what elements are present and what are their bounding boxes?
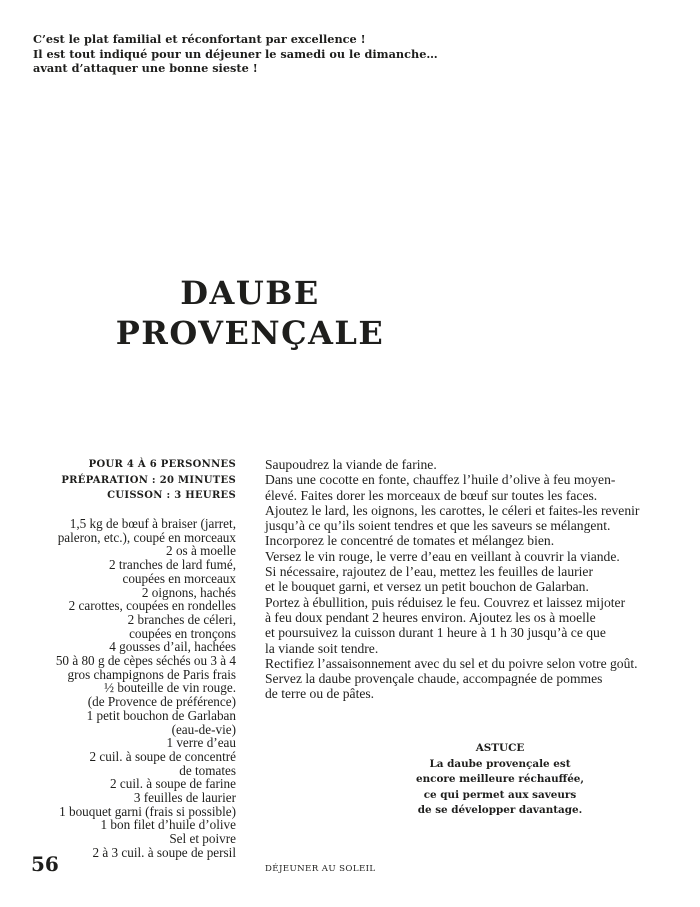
ingredient-line: 4 gousses d’ail, hachées <box>109 639 236 655</box>
instruction-line: Portez à ébullition, puis réduisez le feu. Couvrez et laissez mijoter <box>265 594 626 610</box>
ingredient-line: 1 verre d’eau <box>166 735 236 751</box>
instruction-line: de terre ou de pâtes. <box>265 686 375 702</box>
ingredient-line: (eau-de-vie) <box>171 721 236 737</box>
intro-line: C’est le plat familial et réconfortant par excellence ! <box>33 32 366 46</box>
tip-line: de se développer davantage. <box>417 804 583 816</box>
instruction-line: élevé. Faites dorer les morceaux de bœuf sur toutes les faces. <box>265 487 598 503</box>
ingredient-line: 2 cuil. à soupe de concentré <box>89 748 236 764</box>
intro-line: Il est tout indiqué pour un déjeuner le samedi ou le dimanche… <box>33 46 438 61</box>
intro-text <box>33 32 473 76</box>
ingredient-line: gros champignons de Paris frais <box>67 666 236 682</box>
instruction-line: Dans une cocotte en fonte, chauffez l’huile d’olive à feu moyen- <box>265 472 616 488</box>
ingredient-line: 2 à 3 cuil. à soupe de persil <box>92 844 236 860</box>
instruction-line: Incorporez le concentré de tomates et mélangez bien. <box>265 533 555 549</box>
running-title: DÉJEUNER AU SOLEIL <box>265 864 376 874</box>
instruction-line: Saupoudrez la viande de farine. <box>265 457 437 472</box>
ingredient-line: 2 os à moelle <box>166 543 236 559</box>
tip-line: La daube provençale est <box>429 757 571 770</box>
recipe-title-line: PROVENÇALE <box>115 314 385 352</box>
instruction-line: Ajoutez le lard, les oignons, les carottes, le céleri et faites-les revenir <box>265 502 640 518</box>
ingredient-line: (de Provence de préférence) <box>87 694 236 710</box>
instruction-line: Rectifiez l’assaisonnement avec du sel et du poivre selon votre goût. <box>265 655 638 671</box>
instruction-line: Si nécessaire, rajoutez de l’eau, mettez les feuilles de laurier <box>265 564 593 580</box>
instruction-line: jusqu’à ce qu’ils soient tendres et que les saveurs se mélangent. <box>265 518 611 534</box>
tip-heading: ASTUCE <box>475 742 525 754</box>
ingredient-line: paleron, etc.), coupé en morceaux <box>57 529 236 545</box>
ingredient-line: 2 tranches de lard fumé, <box>108 557 236 573</box>
instruction-line: la viande soit tendre. <box>265 640 379 656</box>
ingredient-line: ½ bouteille de vin rouge. <box>104 680 236 696</box>
instruction-line: à feu doux pendant 2 heures environ. Ajoutez les os à moelle <box>265 609 596 625</box>
ingredient-line: coupées en tronçons <box>129 625 236 641</box>
ingredient-line: 2 carottes, coupées en rondelles <box>68 598 236 614</box>
ingredient-line: 2 cuil. à soupe de farine <box>110 776 236 792</box>
instruction-line: et le bouquet garni, et versez un petit bouchon de Galarban. <box>265 579 589 595</box>
ingredient-list <box>0 517 236 860</box>
ingredient-line: Sel et poivre <box>169 831 236 847</box>
preparation-time-label: PRÉPARATION : 20 MINUTES <box>61 474 236 486</box>
tip-line: encore meilleure réchauffée, <box>415 773 585 785</box>
ingredient-line: 1 bon filet d’huile d’olive <box>100 817 236 833</box>
instruction-line: Servez la daube provençale chaude, accompagnée de pommes <box>265 671 603 687</box>
ingredient-line: de tomates <box>179 762 236 778</box>
servings-label: POUR 4 À 6 PERSONNES <box>88 459 236 470</box>
recipe-title <box>110 273 390 353</box>
ingredient-line: 3 feuilles de laurier <box>133 790 236 806</box>
intro-line: avant d’attaquer une bonne sieste ! <box>33 61 258 75</box>
recipe-instructions <box>265 457 675 702</box>
cooking-time-label: CUISSON : 3 HEURES <box>107 490 236 501</box>
ingredient-line: 2 oignons, hachés <box>141 584 236 600</box>
tip-line: ce qui permet aux saveurs <box>423 788 577 801</box>
recipe-title-line: DAUBE <box>180 274 320 312</box>
ingredient-line: 50 à 80 g de cèpes séchés ou 3 à 4 <box>55 653 236 669</box>
ingredient-line: 1 petit bouchon de Garlaban <box>86 707 236 723</box>
ingredient-line: 2 branches de céleri, <box>127 611 236 627</box>
ingredient-line: 1,5 kg de bœuf à braiser (jarret, <box>69 516 236 531</box>
ingredient-line: coupées en morceaux <box>122 570 236 586</box>
instruction-line: Versez le vin rouge, le verre d’eau en veillant à couvrir la viande. <box>265 548 620 564</box>
ingredient-line: 1 bouquet garni (frais si possible) <box>59 803 236 819</box>
tip-box <box>410 741 590 819</box>
instruction-line: et poursuivez la cuisson durant 1 heure à 1 h 30 jusqu’à ce que <box>265 625 606 641</box>
page-number: 56 <box>31 852 59 876</box>
recipe-meta <box>61 457 236 504</box>
